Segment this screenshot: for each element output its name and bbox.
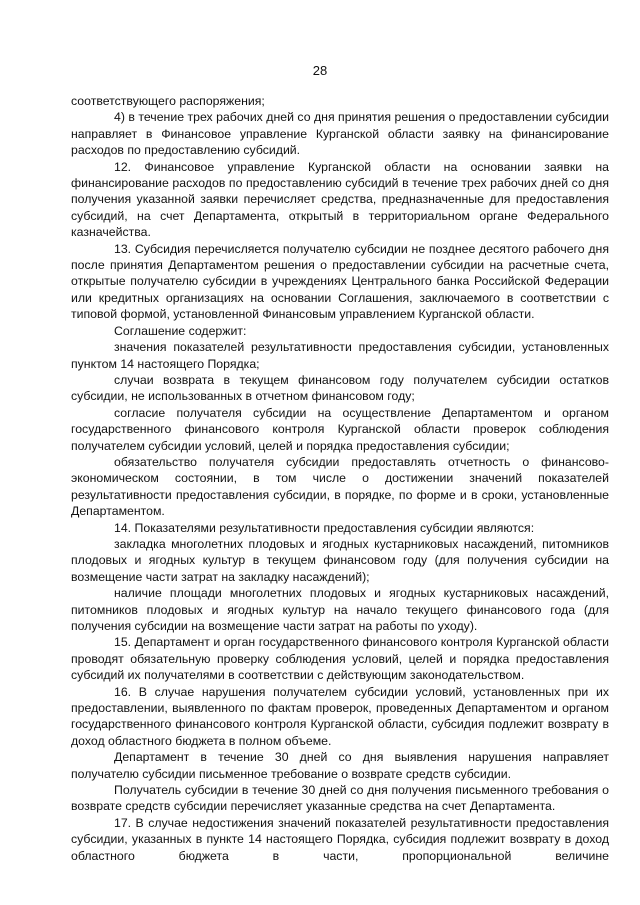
paragraph: 16. В случае нарушения получателем субсидии условий, установленных при их предоставлении, выявленного по фактам проверок, проведенных Департаментом и органом государственного финансового контроля Курганской области, субсидия подлежит возврату в доход областного бюджета в полном объеме. — [71, 684, 609, 748]
paragraph: 14. Показателями результативности предоставления субсидии являются: — [114, 520, 535, 535]
paragraph: наличие площади многолетних плодовых и ягодных кустарниковых насаждений, питомников плодовых и ягодных культур на начало текущего финансового года (для получения субсидии на возмещение части затрат на работы по уходу). — [71, 586, 609, 633]
document-body — [71, 93, 609, 864]
paragraph: закладка многолетних плодовых и ягодных кустарниковых насаждений, питомников плодовых и ягодных культур в текущем финансовом году (для получения субсидии на возмещение части затрат на закладку насаждений); — [71, 536, 609, 584]
paragraph: соответствующего распоряжения; — [71, 94, 265, 108]
paragraph: обязательство получателя субсидии предоставлять отчетность о финансово-экономическом состоянии, в том числе о достижении значений показателей результативности предоставления субсидии, в порядке, по форме и в сроки, установленные Департаментом. — [71, 454, 609, 519]
paragraph: Получатель субсидии в течение 30 дней со дня получения письменного требования о возврате средств субсидии перечисляет указанные средства на счет Департамента. — [71, 783, 609, 814]
paragraph: Соглашение содержит: — [114, 323, 247, 338]
paragraph: 13. Субсидия перечисляется получателю субсидии не позднее десятого рабочего дня после принятия Департаментом решения о предоставлении субсидии на расчетные счета, открытые получателю субсидии в учреждениях Центрального банка Российской Федерации или кредитных организациях на основании Соглашения, заключаемого в соответствии с типовой формой, установленной Финансовым управлением Курганской области. — [71, 241, 609, 322]
paragraph: 17. В случае недостижения значений показателей результативности предоставления субсидии, указанных в пункте 14 настоящего Порядка, субсидия подлежит возврату в доход областного бюджета в части, пропорциональной величине — [71, 815, 609, 863]
paragraph: согласие получателя субсидии на осуществление Департаментом и органом государственного финансового контроля Курганской области проверок соблюдения получателем субсидии условий, целей и порядка предоставления субсидии; — [71, 405, 609, 453]
page-number: 28 — [312, 63, 328, 78]
paragraph: Департамент в течение 30 дней со дня выявления нарушения направляет получателю субсидии письменное требование о возврате средств субсидии. — [71, 750, 609, 781]
paragraph: 4) в течение трех рабочих дней со дня принятия решения о предоставлении субсидии направляет в Финансовое управление Курганской области заявку на финансирование расходов по предоставлению субсидий. — [71, 110, 609, 158]
paragraph: значения показателей результативности предоставления субсидии, установленных пунктом 14 настоящего Порядка; — [71, 340, 609, 371]
paragraph: 12. Финансовое управление Курганской области на основании заявки на финансирование расходов по предоставлению субсидий в течение трех рабочих дней со дня получения указанной заявки перечисляет средства, предназначенные для предоставления субсидий, на счет Департамента, открытый в территориальном органе Федерального казначейства. — [71, 159, 609, 240]
paragraph: случаи возврата в текущем финансовом году получателем субсидии остатков субсидии, не использованных в отчетном финансовом году; — [71, 372, 609, 404]
paragraph: 15. Департамент и орган государственного финансового контроля Курганской области проводят обязательную проверку соблюдения условий, целей и порядка предоставления субсидий их получателями в соответствии с действующим законодательством. — [71, 635, 609, 683]
